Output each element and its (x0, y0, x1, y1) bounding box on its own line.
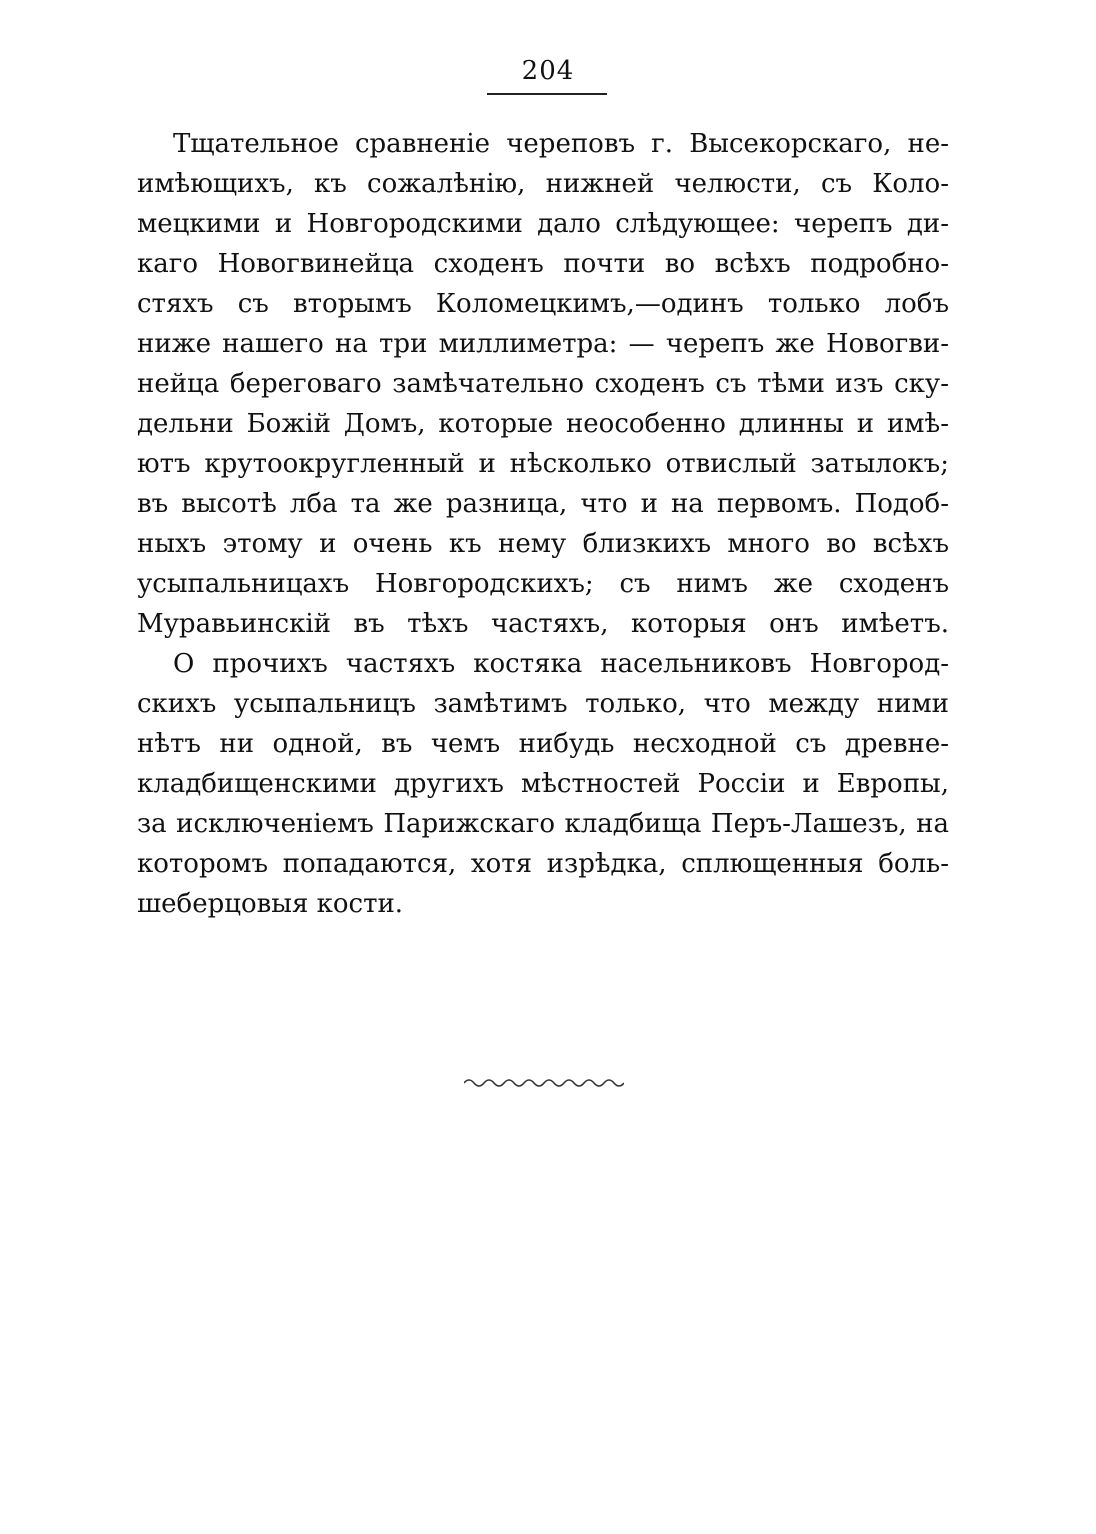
text-line: которомъ попадаются, хотя изрѣдка, сплющенныя боль- (137, 849, 949, 879)
text-line: Муравьинскiй въ тѣхъ частяхъ, которыя онъ имѣетъ. (137, 609, 949, 639)
text-line: О прочихъ частяхъ костяка насельниковъ Новгород- (173, 649, 949, 679)
body-text (137, 124, 949, 924)
text-line: усыпальницахъ Новгородскихъ; съ нимъ же сходенъ (137, 569, 949, 599)
paragraph-1 (137, 124, 949, 644)
header-rule (487, 93, 607, 95)
text-line: нейца береговаго замѣчательно сходенъ съ тѣми изъ ску- (137, 369, 949, 399)
text-line: имѣющихъ, къ сожалѣнiю, нижней челюсти, съ Коло- (137, 169, 949, 199)
wavy-divider-ornament (464, 1075, 624, 1091)
text-line: ныхъ этому и очень къ нему близкихъ много во всѣхъ (137, 529, 949, 559)
text-line: дельни Божiй Домъ, которые неособенно длинны и имѣ- (137, 409, 949, 439)
page-number: 204 (521, 56, 575, 86)
text-line: скихъ усыпальницъ замѣтимъ только, что между ними (137, 689, 949, 719)
text-line: въ высотѣ лба та же разница, что и на первомъ. Подоб- (137, 489, 949, 519)
text-line: мецкими и Новгородскими дало слѣдующее: черепъ ди- (137, 209, 949, 239)
text-line: ютъ крутоокругленный и нѣсколько отвислый затылокъ; (137, 449, 949, 479)
paragraph-2 (137, 644, 949, 924)
text-line: шеберцовыя кости. (137, 889, 404, 919)
text-line: Тщательное сравненiе череповъ г. Высекорскаго, не- (173, 129, 949, 159)
text-line: стяхъ съ вторымъ Коломецкимъ,—одинъ только лобъ (137, 289, 949, 319)
text-line: кладбищенскими другихъ мѣстностей Россiи и Европы, (137, 769, 949, 799)
text-line: за исключенiемъ Парижскаго кладбища Перъ-Лашезъ, на (137, 809, 949, 839)
text-line: каго Новогвинейца сходенъ почти во всѣхъ подробно- (137, 249, 949, 279)
text-line: нѣтъ ни одной, въ чемъ нибудь несходной съ древне- (137, 729, 949, 759)
text-line: ниже нашего на три миллиметра: — черепъ же Новогви- (137, 329, 949, 359)
